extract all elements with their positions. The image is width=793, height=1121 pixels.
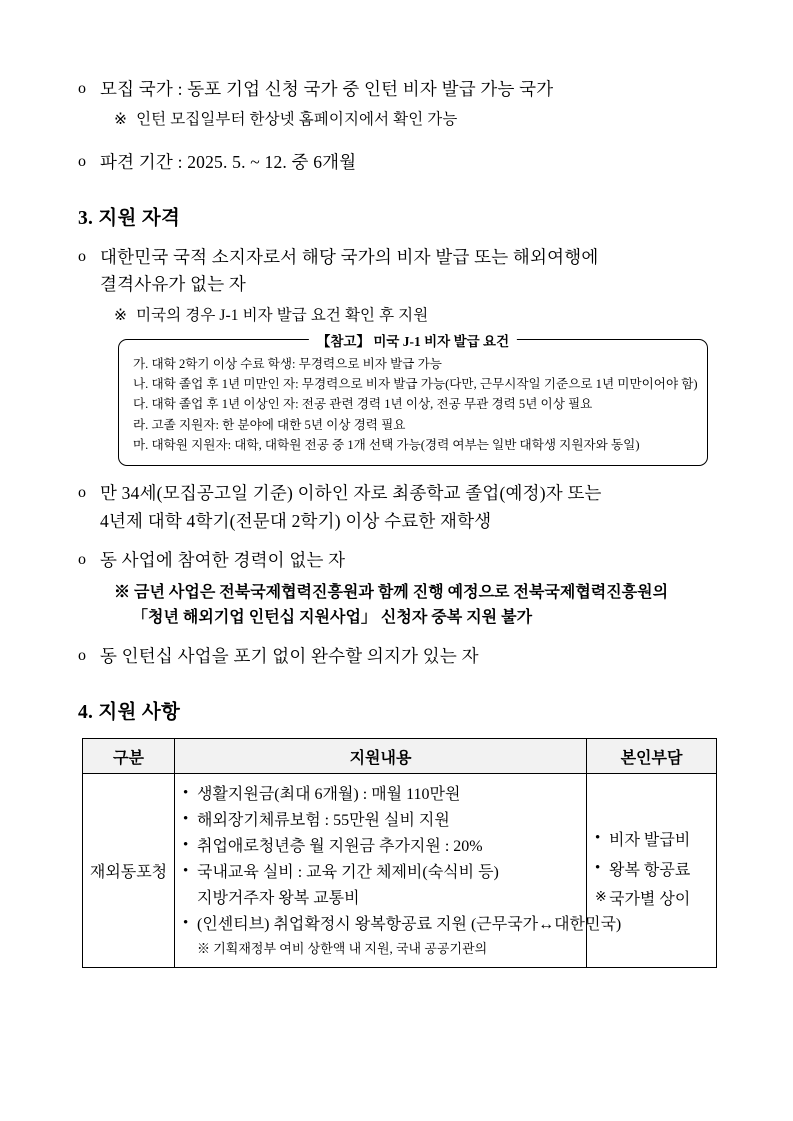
sub-note-text: 인턴 모집일부터 한상넷 홈페이지에서 확인 가능 xyxy=(136,111,458,129)
support-table xyxy=(82,738,717,967)
bullet-marker: o xyxy=(78,153,86,171)
list-item xyxy=(78,547,715,574)
reference-box-line: 라. 고졸 지원자: 한 분야에 대한 5년 이상 경력 필요 xyxy=(133,417,406,432)
sub-note xyxy=(114,107,715,129)
sub-note xyxy=(114,303,715,325)
section-title-text: 지원 자격 xyxy=(98,208,181,230)
section-number: 3. xyxy=(78,208,94,230)
reference-box-title: 【참고】 미국 J-1 비자 발급 요건 xyxy=(309,330,517,350)
list-item xyxy=(78,244,715,298)
list-item xyxy=(78,149,715,176)
list-item: • 해외장기체류보험 : 55만원 실비 지원 xyxy=(183,808,580,834)
bullet-text: 동 사업에 참여한 경력이 없는 자 xyxy=(100,549,346,570)
list-item xyxy=(78,643,715,670)
bullet-text xyxy=(100,244,715,298)
bullet-line-2: 결격사유가 없는 자 xyxy=(100,274,246,295)
section-heading-4 xyxy=(78,696,715,724)
bullet-marker: o xyxy=(78,484,86,502)
table-cell-support xyxy=(175,774,622,967)
own-cost-note xyxy=(595,885,710,915)
list-item: • 비자 발급비 xyxy=(595,826,710,856)
table-header-cell: 본인부담 xyxy=(587,739,717,774)
sub-note-text: 미국의 경우 J-1 비자 발급 요건 확인 후 지원 xyxy=(136,306,429,324)
bullet-marker: o xyxy=(78,80,86,97)
table-footnote: ※ 기획재정부 여비 상한액 내 지원, 국내 공공기관의 xyxy=(197,940,488,956)
list-item: • (인센티브) 취업확정시 왕복항공료 지원 (근무국가↔대한민국) xyxy=(183,912,580,938)
bullet-marker: o xyxy=(78,647,86,665)
list-item: • 취업애로청년층 월 지원금 추가지원 : 20% xyxy=(183,834,580,860)
own-cost-list xyxy=(593,824,710,917)
table-cell-own-cost xyxy=(587,774,717,967)
reference-box-line: 마. 대학원 지원자: 대학, 대학원 전공 중 1개 선택 가능(경력 여부는 일반 대학생 지원자와 동일) xyxy=(133,438,640,453)
section-title-text: 지원 사항 xyxy=(98,702,181,724)
list-item xyxy=(78,76,715,103)
bullet-line-1: 만 34세(모집공고일 기준) 이하인 자로 최종학교 졸업(예정)자 또는 xyxy=(100,483,602,504)
support-item-list xyxy=(181,778,622,962)
section-number: 4. xyxy=(78,702,94,724)
list-item xyxy=(78,480,715,534)
emphasis-note xyxy=(114,580,715,631)
bullet-text: 파견 기간 : 2025. 5. ~ 12. 중 6개월 xyxy=(100,152,357,173)
bullet-line-1: 대한민국 국적 소지자로서 해당 국가의 비자 발급 또는 해외여행에 xyxy=(100,247,599,268)
list-item: • 생활지원금(최대 6개월) : 매월 110만원 xyxy=(183,782,580,808)
bullet-marker: o xyxy=(78,550,86,568)
reference-box-line: 나. 대학 졸업 후 1년 미만인 자: 무경력으로 비자 발급 가능(다만, 근무시작일 기준으로 1년 미만이어야 함) xyxy=(133,376,698,391)
reference-mark-icon: ※ xyxy=(114,111,128,129)
table-row xyxy=(83,774,717,967)
table-header-row xyxy=(83,739,717,774)
table-header-cell: 지원내용 xyxy=(175,739,587,774)
own-cost-note-text: 국가별 상이 xyxy=(609,891,691,909)
list-item: • 국내교육 실비 : 교육 기간 체제비(숙식비 등) xyxy=(183,860,580,886)
list-item-continuation: 지방거주자 왕복 교통비 xyxy=(197,889,360,907)
emphasis-line-1: ※ 금년 사업은 전북국제협력진흥원과 함께 진행 예정으로 전북국제협력진흥원의 xyxy=(114,583,669,601)
reference-box-line: 가. 대학 2학기 이상 수료 학생: 무경력으로 비자 발급 가능 xyxy=(133,356,442,371)
list-item: • 왕복 항공료 xyxy=(595,856,710,886)
reference-box-line: 다. 대학 졸업 후 1년 이상인 자: 전공 관련 경력 1년 이상, 전공 무관 경력 5년 이상 필요 xyxy=(133,397,593,412)
bullet-text: 모집 국가 : 동포 기업 신청 국가 중 인턴 비자 발급 가능 국가 xyxy=(100,79,554,99)
table-cell-category: 재외동포청 xyxy=(83,774,175,967)
emphasis-line-2: 「청년 해외기업 인턴십 지원사업」 신청자 중복 지원 불가 xyxy=(132,609,533,627)
reference-box xyxy=(118,333,708,467)
bullet-marker: o xyxy=(78,248,86,266)
table-header-cell: 구분 xyxy=(83,739,175,774)
bullet-text: 동 인턴십 사업을 포기 없이 완수할 의지가 있는 자 xyxy=(100,646,479,667)
bullet-text xyxy=(100,480,715,534)
section-heading-3 xyxy=(78,202,715,230)
bullet-line-2: 4년제 대학 4학기(전문대 2학기) 이상 수료한 재학생 xyxy=(100,510,492,531)
reference-mark-icon: ※ xyxy=(114,306,128,324)
